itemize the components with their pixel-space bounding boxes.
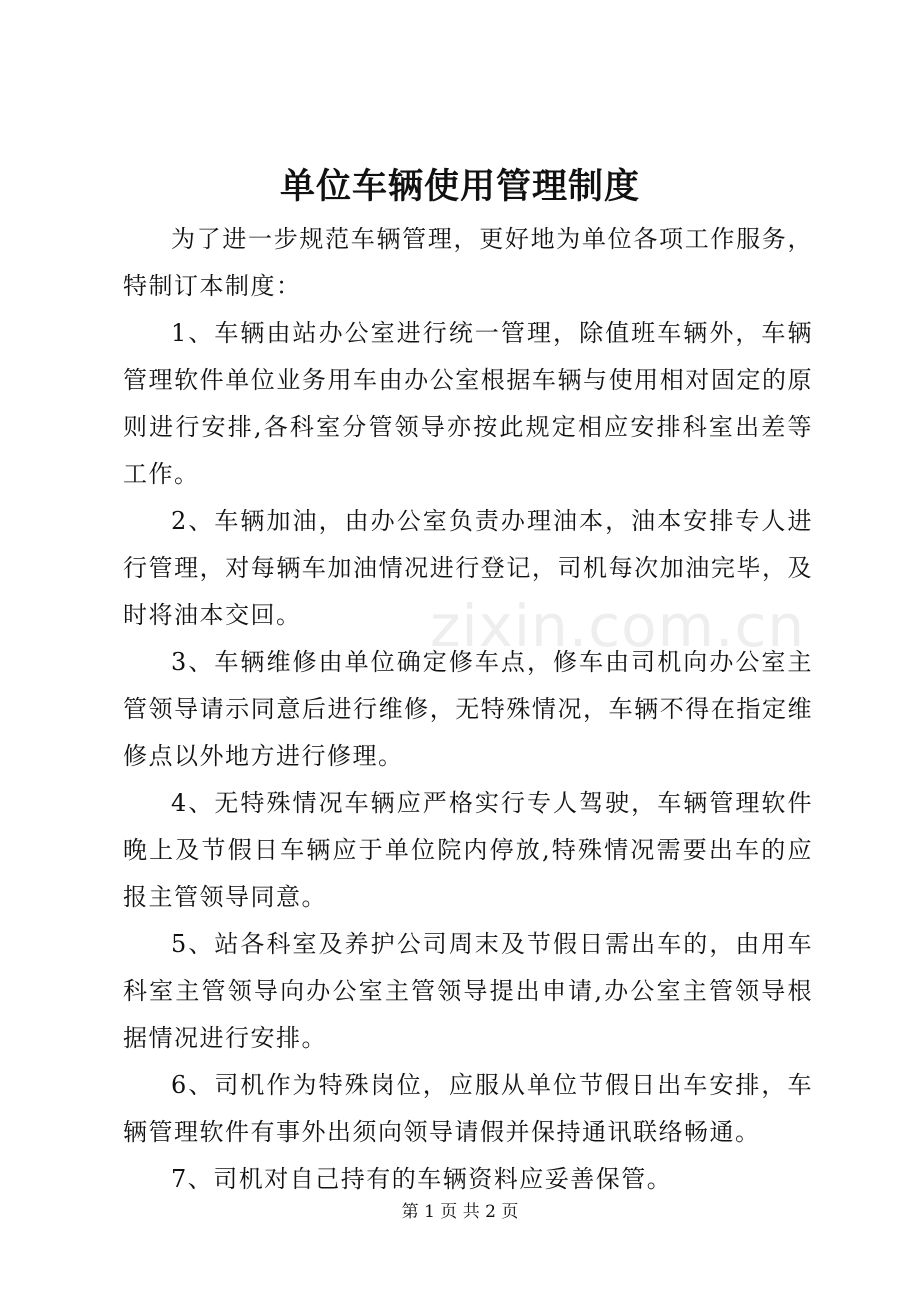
- rule-paragraph-7: 7、司机对自己持有的车辆资料应妥善保管。: [171, 1165, 673, 1193]
- watermark: zixin.com.cn: [430, 592, 806, 660]
- rule-paragraph-5: 5、站各科室及养护公司周末及节假日需出车的，由用车科室主管领导向办公室主管领导提出申请,办公室主管领导根据情况进行安排。: [123, 930, 813, 1052]
- rule-paragraph-4: 4、无特殊情况车辆应严格实行专人驾驶，车辆管理软件晚上及节假日车辆应于单位院内停放,特殊情况需要出车的应报主管领导同意。: [123, 789, 813, 911]
- page-footer: 第 1 页 共 2 页: [401, 1202, 519, 1222]
- rule-paragraph-2: 2、车辆加油，由办公室负责办理油本，油本安排专人进行管理，对每辆车加油情况进行登记，司机每次加油完毕，及时将油本交回。: [123, 507, 813, 629]
- rule-paragraph-6: 6、司机作为特殊岗位，应服从单位节假日出车安排，车辆管理软件有事外出须向领导请假并保持通讯联络畅通。: [123, 1071, 813, 1146]
- rule-paragraph-3: 3、车辆维修由单位确定修车点，修车由司机向办公室主管领导请示同意后进行维修，无特殊情况，车辆不得在指定维修点以外地方进行修理。: [123, 648, 813, 770]
- rule-paragraph-1: 1、车辆由站办公室进行统一管理，除值班车辆外，车辆管理软件单位业务用车由办公室根据车辆与使用相对固定的原则进行安排,各科室分管领导亦按此规定相应安排科室出差等工作。: [123, 319, 813, 488]
- intro-paragraph: 为了进一步规范车辆管理，更好地为单位各项工作服务，特制订本制度：: [123, 225, 813, 300]
- document-title: 单位车辆使用管理制度: [279, 166, 640, 207]
- document-body: [123, 216, 813, 1203]
